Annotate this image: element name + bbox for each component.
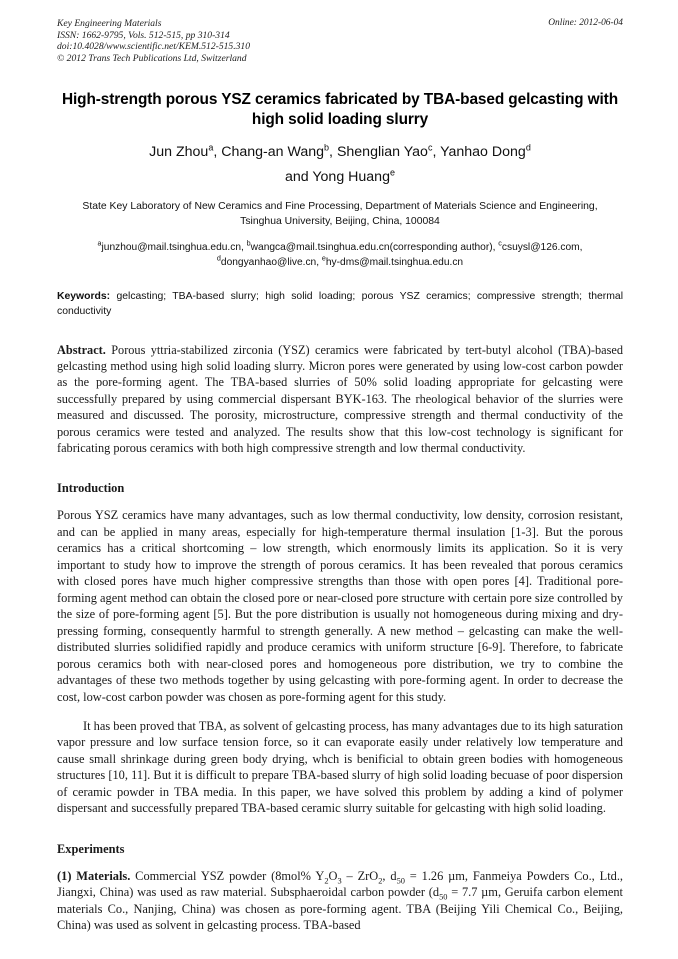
email-marker-d: d — [216, 253, 221, 263]
author-affil-marker: d — [525, 142, 531, 153]
subscript-zro2-2: 2 — [378, 876, 383, 886]
author-affil-marker: e — [389, 167, 395, 178]
journal-header — [57, 18, 623, 64]
email-marker-c: c — [498, 238, 502, 248]
email-a[interactable]: junzhou@mail.tsinghua.edu.cn, — [101, 242, 247, 254]
subscript-d50-first: 50 — [396, 876, 405, 886]
keywords-text: gelcasting; TBA-based slurry; high solid loading; porous YSZ ceramics; compressive strength; thermal conductivity — [57, 291, 623, 317]
abstract-label: Abstract. — [57, 342, 106, 357]
title-line-2: with high solid loading slurry — [251, 91, 618, 128]
section-heading-introduction: Introduction — [57, 481, 125, 496]
email-marker-b: b — [246, 238, 251, 248]
experiments-materials-paragraph: (1) Materials. Commercial YSZ powder (8mol% $Y_2O_3 - ZrO_2$, $d_{50} = 1.26$ µm, Fanmeiya Powders Co., Ltd., Jiangxi, China) was used as raw material. Subsphaeroidal carbon powder ($d_{50} = 7.7$ µm, Geruifa carbon element materials Co., Nanjing, China) was chosen as pore-forming agent. TBA (Beijing Yili Chemical Co., Beijing, China) was used as solvent in gelcasting process. TBA-based — [57, 868, 624, 933]
keywords-label: Keywords: — [57, 291, 111, 303]
doi-line: doi:10.4028/www.scientific.net/KEM.512-515.310 — [57, 41, 251, 53]
introduction-paragraph-2: It has been proved that TBA, as solvent of gelcasting process, has many advantages due to its high saturation vapor pressure and low surface tension force, so it can evaporate easily under relatively low temperature and cause small shrinkage during green body drying, whch is benificial to obtain green bodies with homogeneous structures [10, 11]. But it is difficult to prepare TBA-based slurry of high solid loading becuase of poor dispersion of ceramic powder in TBA media. In this paper, we have solved this problem by adding a kind of polymer dispersant and successfully prepared TBA-based ceramic slurry suitable for gelcasting with high solid loading. — [57, 718, 624, 816]
author-yong-huang: Yong Huang — [312, 169, 390, 186]
author-yanhao-dong: Yanhao Dong$^d$ — [440, 142, 531, 161]
author-affil-marker: a — [208, 142, 214, 153]
copyright-line: © 2012 Trans Tech Publications Ltd, Switzerland — [57, 52, 247, 64]
subscript-d50-second: 50 — [439, 892, 448, 902]
title-line-1: High-strength porous YSZ ceramics fabricated by TBA-based gelcasting — [61, 91, 584, 109]
author-affil-marker: b — [324, 142, 330, 153]
email-b[interactable]: wangca@mail.tsinghua.edu.cn(corresponding author), — [250, 242, 499, 254]
author-chang-an-wang: Chang-an Wang$^b$, — [221, 142, 337, 161]
author-line-1 — [57, 140, 623, 165]
author-affil-marker: c — [427, 142, 433, 153]
author-line-2: and Yong Huang$^e$ — [285, 167, 395, 186]
author-shenglian-yao: Shenglian Yao$^c$, — [336, 142, 441, 161]
keywords — [57, 290, 623, 319]
page-title — [57, 90, 623, 129]
email-marker-e: e — [321, 253, 326, 263]
abstract — [57, 342, 623, 457]
author-emails — [57, 238, 623, 270]
introduction-paragraph-1: Porous YSZ ceramics have many advantages, such as low thermal conductivity, low density, corrosion resistant, and can be applied in many areas, especially for high-temperature thermal insulation [1-3]. But the porous ceramics has a critical shortcoming – low strength, which enormously limits its application. So it is very important to study how to improve the strength of porous ceramics. It has been revealed that porous ceramics with closed pores have much higher compressive strengths than those with open pores [4]. Traditional pore-forming agent method can obtain the closed pore or near-closed pore structure with certain pore size controlled by the size of pore-forming agent [5]. But the pore distribution is usually not homogeneous during mixing and dry-pressing forming, consequently harmful to strength generally. A new method – gelcasting can make the well-distributed slurries solidified rapidly and produce ceramics with uniform structure [6-9]. Therefore, to fabricate porous ceramics both with near-closed pores and homogeneous pore distribution, we try to combine the advantages of these two methods together by using gelcasting with pore-forming agent. In order to decrease the cost, low-cost carbon powder was chosen as pore-forming agent for this study. — [57, 508, 623, 704]
online-date: Online: 2012-06-04 — [548, 18, 623, 28]
subscript-y2o3-2: 2 — [324, 876, 329, 886]
journal-name: Key Engineering Materials — [57, 18, 162, 29]
email-e[interactable]: hy-dms@mail.tsinghua.edu.cn — [325, 256, 464, 268]
author-jun-zhou: Jun Zhou$^a$, — [149, 142, 222, 161]
author-list — [57, 140, 623, 190]
issn-line: ISSN: 1662-9795, Vols. 512-515, pp 310-314 — [57, 29, 230, 41]
email-d[interactable]: dongyanhao@live.cn, — [220, 256, 322, 268]
materials-label: (1) Materials. — [57, 868, 131, 883]
affiliation: State Key Laboratory of New Ceramics and Fine Processing, Department of Materials Science and Engineering, Tsinghua University, Beijing, China, 100084 — [82, 201, 598, 228]
section-heading-experiments: Experiments — [57, 841, 125, 856]
email-c[interactable]: csuysl@126.com, — [501, 242, 583, 254]
abstract-text: Porous yttria-stabilized zirconia (YSZ) ceramics were fabricated by tert-butyl alcohol (TBA)-based gelcasting method using high solid loading slurry. Micron pores were generated by using low-cost carbon powder as the pore-forming agent. The TBA-based slurries of 50% solid loading appropriate for gelcasting were successfully prepared by using commercial dispersant BYK-163. The rheological behavior of the slurries were measured and discussed. The porosity, microstructure, compressive strength and thermal conductivity of the porous ceramics were tested and analyzed. The results show that this low-cost technology is significant for fabricating porous ceramics with both high compressive strength and low thermal conductivity. — [57, 342, 623, 455]
email-marker-a: a — [97, 238, 102, 248]
page-content — [57, 18, 623, 946]
subscript-y2o3-3: 3 — [337, 876, 342, 886]
